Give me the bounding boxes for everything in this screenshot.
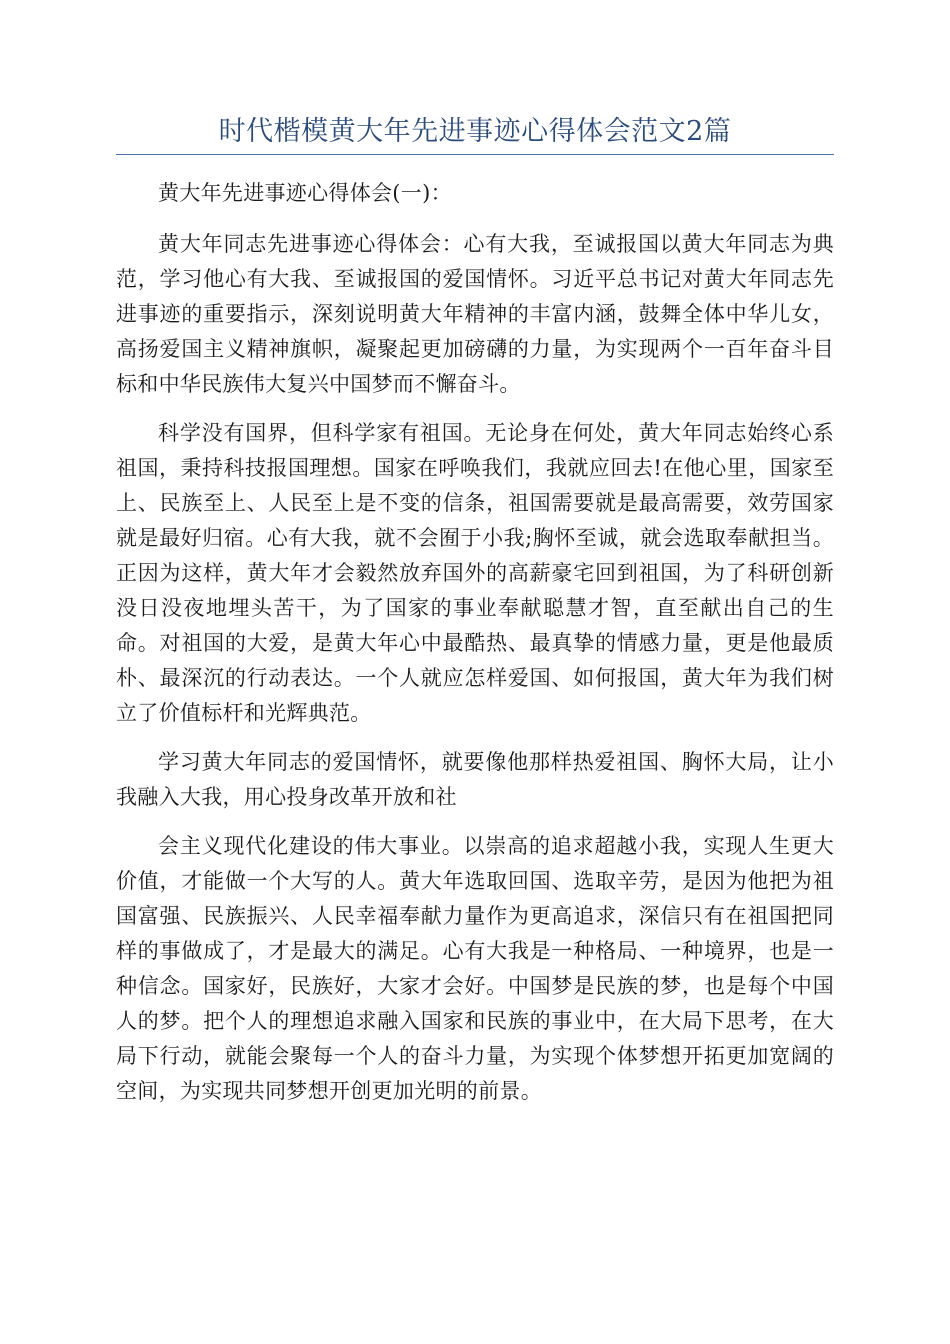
section-heading: 黄大年先进事迹心得体会(一)：: [158, 181, 452, 205]
paragraph-1: 黄大年同志先进事迹心得体会：心有大我，至诚报国以黄大年同志为典范，学习他心有大我、至诚报国的爱国情怀。习近平总书记对黄大年同志先进事迹的重要指示，深刻说明黄大年精神的丰富内涵，鼓舞全体中华儿女，高扬爱国主义精神旗帜，凝聚起更加磅礴的力量，为实现两个一百年奋斗目标和中华民族伟大复兴中国梦而不懈奋斗。: [116, 232, 834, 396]
paragraph-3: 学习黄大年同志的爱国情怀，就要像他那样热爱祖国、胸怀大局，让小我融入大我，用心投身改革开放和社: [116, 750, 834, 809]
title-underline: [116, 154, 834, 155]
document-body: [116, 176, 834, 1123]
paragraph-2: 科学没有国界，但科学家有祖国。无论身在何处，黄大年同志始终心系祖国，秉持科技报国理想。国家在呼唤我们，我就应回去!在他心里，国家至上、民族至上、人民至上是不变的信条，祖国需要就是最高需要，效劳国家就是最好归宿。心有大我，就不会囿于小我;胸怀至诚，就会选取奉献担当。正因为这样，黄大年才会毅然放弃国外的高薪豪宅回到祖国，为了科研创新没日没夜地埋头苦干，为了国家的事业奉献聪慧才智，直至献出自己的生命。对祖国的大爱，是黄大年心中最酷热、最真挚的情感力量，更是他最质朴、最深沉的行动表达。一个人就应怎样爱国、如何报国，黄大年为我们树立了价值标杆和光辉典范。: [116, 421, 834, 725]
document-title: 时代楷模黄大年先进事迹心得体会范文2篇: [218, 116, 732, 147]
paragraph-4: 会主义现代化建设的伟大事业。以崇高的追求超越小我，实现人生更大价值，才能做一个大写的人。黄大年选取回国、选取辛劳，是因为他把为祖国富强、民族振兴、人民幸福奉献力量作为更高追求，深信只有在祖国把同样的事做成了，才是最大的满足。心有大我是一种格局、一种境界，也是一种信念。国家好，民族好，大家才会好。中国梦是民族的梦，也是每个中国人的梦。把个人的理想追求融入国家和民族的事业中，在大局下思考，在大局下行动，就能会聚每一个人的奋斗力量，为实现个体梦想开拓更加宽阔的空间，为实现共同梦想开创更加光明的前景。: [116, 834, 834, 1103]
